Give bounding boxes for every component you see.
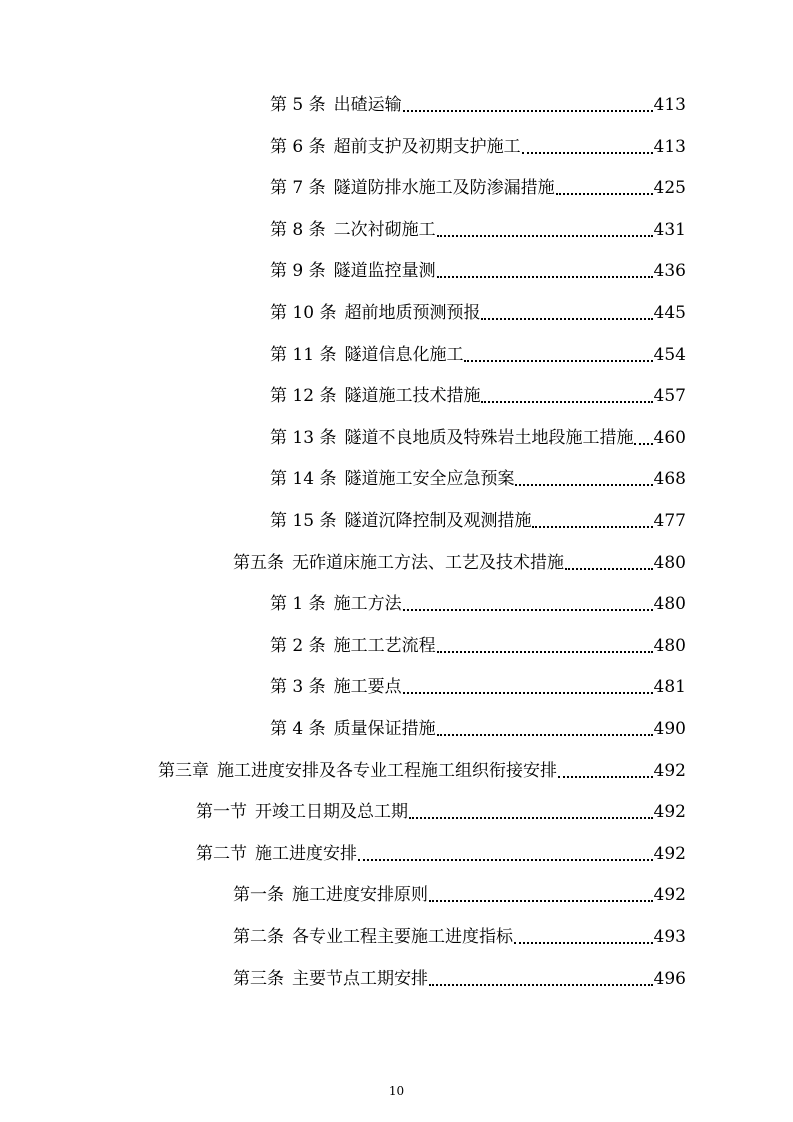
toc-dot-leader xyxy=(556,183,653,195)
toc-entry-number: 第 3 条 xyxy=(270,677,326,698)
toc-entry-number: 第一条 xyxy=(233,885,284,906)
toc-dot-leader xyxy=(437,641,653,653)
toc-entry-title: 无砟道床施工方法、工艺及技术措施 xyxy=(292,552,564,573)
toc-entry-title: 质量保证措施 xyxy=(333,719,436,739)
toc-entry[interactable] xyxy=(233,548,686,574)
toc-entry-page: 425 xyxy=(653,178,686,199)
toc-entry-title: 施工进度安排 xyxy=(255,843,357,864)
toc-entry[interactable] xyxy=(196,839,686,865)
toc-entry-page: 431 xyxy=(653,219,686,240)
toc-entry[interactable] xyxy=(270,589,686,615)
toc-entry-page: 492 xyxy=(653,760,686,781)
toc-entry[interactable] xyxy=(270,132,686,158)
toc-entry-title: 出碴运输 xyxy=(333,95,402,115)
toc-entry-number: 第三条 xyxy=(233,968,284,989)
toc-entry-title: 施工工艺流程 xyxy=(333,635,436,656)
toc-entry-number: 第 6 条 xyxy=(270,136,326,157)
toc-entry-number: 第 5 条 xyxy=(270,95,326,115)
toc-entry-number: 第 15 条 xyxy=(270,511,337,531)
toc-entry[interactable] xyxy=(158,756,686,782)
toc-dot-leader xyxy=(481,391,652,403)
toc-entry[interactable] xyxy=(270,506,686,532)
toc-entry[interactable] xyxy=(270,672,686,698)
toc-entry-number: 第 10 条 xyxy=(270,303,337,323)
toc-entry-number: 第一节 xyxy=(196,802,247,823)
toc-dot-leader xyxy=(403,599,653,611)
toc-entry-title: 开竣工日期及总工期 xyxy=(255,802,408,823)
toc-entry-page: 490 xyxy=(653,719,686,739)
toc-entry[interactable] xyxy=(270,340,686,366)
toc-dot-leader xyxy=(481,308,652,320)
toc-dot-leader xyxy=(437,266,653,278)
toc-entry-title: 隧道监控量测 xyxy=(333,261,436,282)
toc-entry[interactable] xyxy=(270,173,686,199)
toc-entry-title: 隧道施工安全应急预案 xyxy=(344,469,515,490)
toc-entry-title: 超前地质预测预报 xyxy=(344,303,481,323)
toc-entry-title: 施工方法 xyxy=(333,594,402,615)
toc-dot-leader xyxy=(514,932,653,944)
toc-entry-number: 第 8 条 xyxy=(270,219,326,240)
toc-entry-page: 493 xyxy=(653,927,686,947)
toc-entry[interactable] xyxy=(270,631,686,657)
toc-entry-page: 480 xyxy=(653,552,686,573)
toc-dot-leader xyxy=(532,516,652,528)
toc-entry-number: 第 2 条 xyxy=(270,635,326,656)
toc-entry[interactable] xyxy=(233,964,686,990)
toc-entry-title: 隧道不良地质及特殊岩土地段施工措施 xyxy=(344,427,634,448)
toc-dot-leader xyxy=(403,682,653,694)
toc-entry-title: 施工要点 xyxy=(333,677,402,698)
toc-entry-title: 施工进度安排原则 xyxy=(292,885,428,906)
toc-entry[interactable] xyxy=(270,381,686,407)
toc-entry-title: 隧道信息化施工 xyxy=(344,344,464,365)
toc-dot-leader xyxy=(515,474,652,486)
toc-entry-title: 施工进度安排及各专业工程施工组织衔接安排 xyxy=(217,760,557,781)
toc-dot-leader xyxy=(409,807,653,819)
toc-entry-number: 第 1 条 xyxy=(270,594,326,615)
toc-entry[interactable] xyxy=(270,215,686,241)
toc-dot-leader xyxy=(403,100,653,112)
toc-entry-page: 413 xyxy=(653,136,686,157)
toc-entry[interactable] xyxy=(233,880,686,906)
toc-entry[interactable] xyxy=(233,922,686,948)
toc-entry-title: 隧道施工技术措施 xyxy=(344,386,481,407)
toc-dot-leader xyxy=(634,433,652,445)
toc-entry-number: 第二条 xyxy=(233,927,284,947)
toc-dot-leader xyxy=(464,350,652,362)
toc-dot-leader xyxy=(429,890,653,902)
toc-entry-page: 496 xyxy=(653,968,686,989)
toc-entry-number: 第 13 条 xyxy=(270,427,337,448)
toc-entry-page: 436 xyxy=(653,261,686,282)
toc-entry-page: 480 xyxy=(653,594,686,615)
toc-entry-title: 隧道沉降控制及观测措施 xyxy=(344,511,532,531)
toc-dot-leader xyxy=(437,724,653,736)
toc-dot-leader xyxy=(565,558,653,570)
toc-entry-page: 492 xyxy=(653,802,686,823)
toc-entry-page: 492 xyxy=(653,885,686,906)
toc-entry-number: 第 9 条 xyxy=(270,261,326,282)
toc-entry[interactable] xyxy=(196,797,686,823)
toc-entry-title: 各专业工程主要施工进度指标 xyxy=(292,927,513,947)
toc-entry-number: 第 11 条 xyxy=(270,344,337,365)
toc-dot-leader xyxy=(558,766,653,778)
toc-entry[interactable] xyxy=(270,714,686,740)
page-number: 10 xyxy=(388,1084,405,1098)
toc-dot-leader xyxy=(522,142,653,154)
toc-entry[interactable] xyxy=(270,464,686,490)
toc-entry-page: 454 xyxy=(653,344,686,365)
toc-entry-number: 第五条 xyxy=(233,552,284,573)
toc-entry-title: 超前支护及初期支护施工 xyxy=(333,136,521,157)
toc-entry-page: 481 xyxy=(653,677,686,698)
toc-entry-page: 413 xyxy=(653,95,686,115)
toc-entry-number: 第二节 xyxy=(196,843,247,864)
toc-entry-title: 二次衬砌施工 xyxy=(333,219,436,240)
toc-entry-number: 第 12 条 xyxy=(270,386,337,407)
toc-entry-page: 468 xyxy=(653,469,686,490)
toc-entry-title: 隧道防排水施工及防渗漏措施 xyxy=(333,178,555,199)
toc-entry[interactable] xyxy=(270,298,686,324)
toc-entry-page: 477 xyxy=(653,511,686,531)
toc-entry-page: 460 xyxy=(653,427,686,448)
toc-dot-leader xyxy=(429,974,653,986)
toc-entry-page: 445 xyxy=(653,303,686,323)
toc-entry[interactable] xyxy=(270,90,686,116)
toc-entry-number: 第 4 条 xyxy=(270,719,326,739)
toc-entry-page: 457 xyxy=(653,386,686,407)
toc-entry-number: 第 14 条 xyxy=(270,469,337,490)
toc-entry-page: 492 xyxy=(653,843,686,864)
toc-entry-number: 第 7 条 xyxy=(270,178,326,199)
toc-dot-leader xyxy=(437,225,653,237)
toc-entry[interactable] xyxy=(270,423,686,449)
toc-entry-title: 主要节点工期安排 xyxy=(292,968,428,989)
toc-entry-page: 480 xyxy=(653,635,686,656)
toc-dot-leader xyxy=(358,849,653,861)
toc-entry[interactable] xyxy=(270,256,686,282)
toc-entry-number: 第三章 xyxy=(158,760,209,781)
